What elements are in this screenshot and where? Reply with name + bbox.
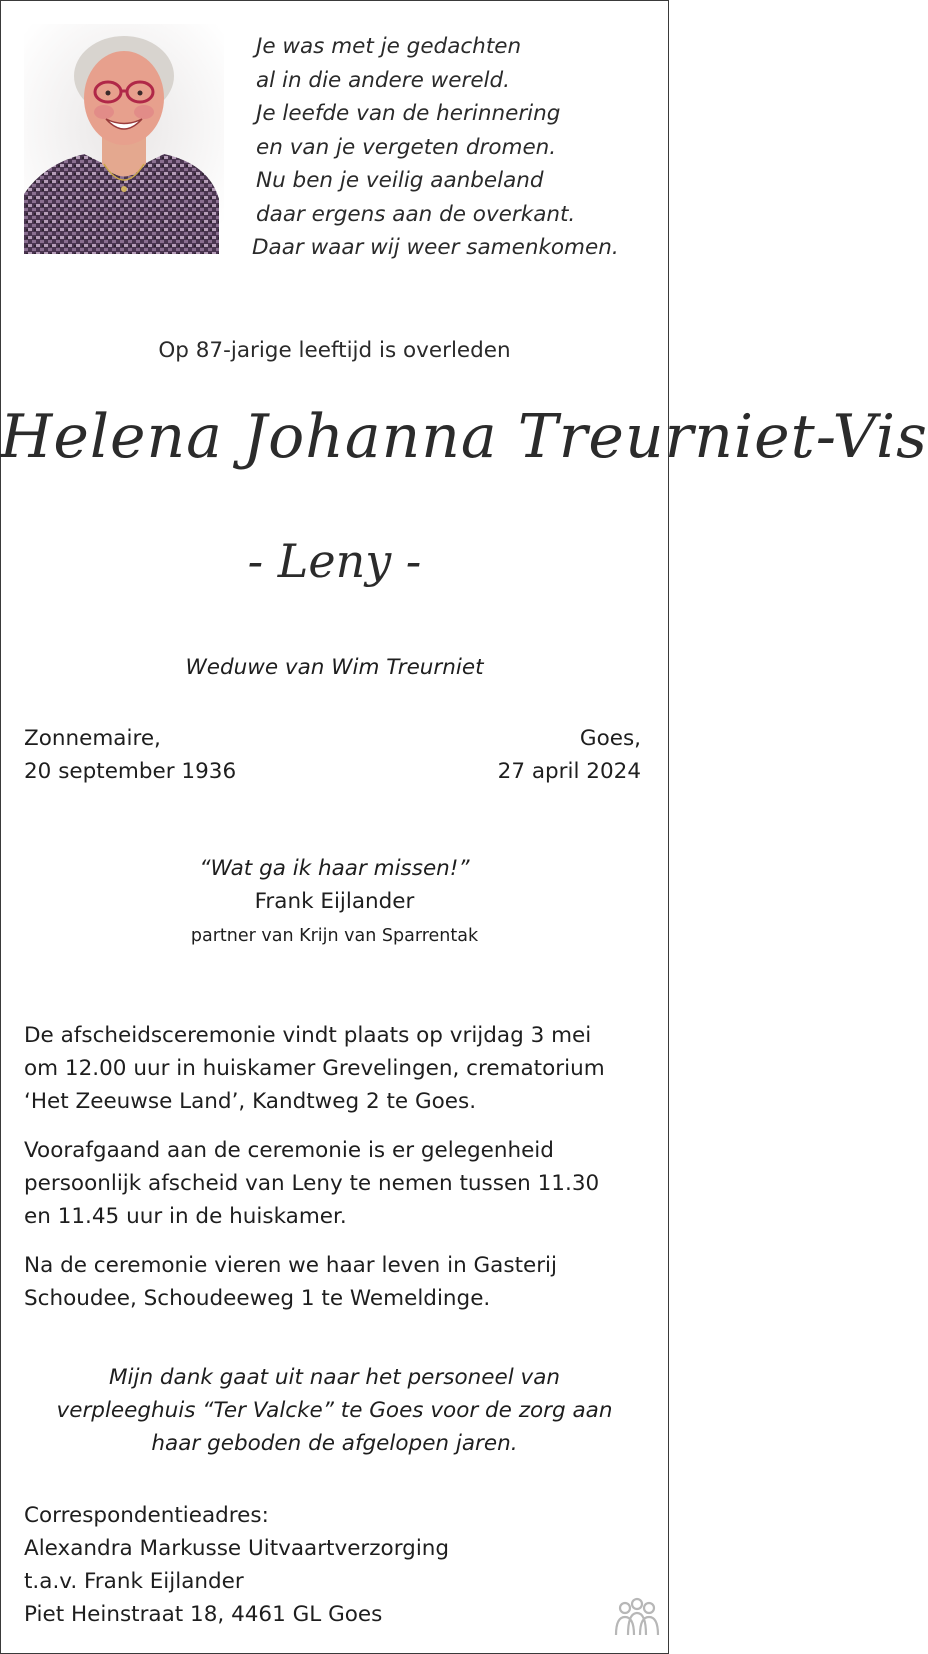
poem-line: Je leefde van de herinnering xyxy=(256,101,561,126)
farewell-paragraph xyxy=(24,1134,644,1233)
death-place: Goes, xyxy=(579,726,641,751)
quote-author-role: partner van Krijn van Sparrentak xyxy=(190,926,479,946)
thanks-line: haar geboden de afgelopen jaren. xyxy=(151,1431,518,1456)
death-info xyxy=(498,722,641,788)
correspondence-address xyxy=(24,1499,449,1631)
paragraph-line: De afscheidsceremonie vindt plaats op vrijdag 3 mei xyxy=(24,1023,592,1048)
thanks-line: verpleeghuis “Ter Valcke” te Goes voor de zorg aan xyxy=(56,1398,613,1423)
intro-text: Op 87-jarige leeftijd is overleden xyxy=(158,338,511,363)
paragraph-line: Schoudee, Schoudeeweg 1 te Wemeldinge. xyxy=(24,1286,491,1311)
poem-line: en van je vergeten dromen. xyxy=(256,134,557,160)
poem-line: Nu ben je veilig aanbeland xyxy=(256,168,544,193)
celebration-paragraph xyxy=(24,1249,644,1315)
quote-author: Frank Eijlander xyxy=(254,889,415,914)
poem-line: daar ergens aan de overkant. xyxy=(256,201,576,227)
paragraph-line: Na de ceremonie vieren we haar leven in Gasterij xyxy=(24,1253,558,1278)
address-line: Correspondentieadres: xyxy=(24,1503,269,1528)
deceased-name: Helena Johanna Treurniet-Vis xyxy=(0,402,928,472)
ceremony-paragraph xyxy=(24,1019,644,1118)
birth-place: Zonnemaire, xyxy=(24,726,161,751)
people-logo-icon xyxy=(611,1597,659,1637)
birth-info xyxy=(24,722,236,788)
nickname: - Leny - xyxy=(247,534,422,588)
poem-line: al in die andere wereld. xyxy=(256,67,511,93)
address-line: t.a.v. Frank Eijlander xyxy=(24,1569,244,1594)
paragraph-line: persoonlijk afscheid van Leny te nemen tussen 11.30 xyxy=(24,1171,600,1196)
poem-line: Daar waar wij weer samenkomen. xyxy=(252,235,619,260)
paragraph-line: Voorafgaand aan de ceremonie is er gelegenheid xyxy=(24,1138,554,1163)
widow-of: Weduwe van Wim Treurniet xyxy=(185,655,484,680)
address-line: Alexandra Markusse Uitvaartverzorging xyxy=(24,1536,450,1561)
poem xyxy=(252,30,656,265)
paragraph-line: en 11.45 uur in de huiskamer. xyxy=(24,1204,347,1229)
poem-line: Je was met je gedachten xyxy=(256,34,522,59)
address-line: Piet Heinstraat 18, 4461 GL Goes xyxy=(24,1602,383,1627)
portrait-photo xyxy=(24,24,224,254)
thanks-text xyxy=(0,1361,669,1460)
paragraph-line: om 12.00 uur in huiskamer Grevelingen, crematorium xyxy=(24,1056,605,1081)
birth-date: 20 september 1936 xyxy=(24,759,237,784)
quote-text: “Wat ga ik haar missen!” xyxy=(199,856,470,881)
thanks-line: Mijn dank gaat uit naar het personeel van xyxy=(108,1365,561,1390)
death-date: 27 april 2024 xyxy=(497,759,641,784)
paragraph-line: ‘Het Zeeuwse Land’, Kandtweg 2 te Goes. xyxy=(24,1089,477,1114)
